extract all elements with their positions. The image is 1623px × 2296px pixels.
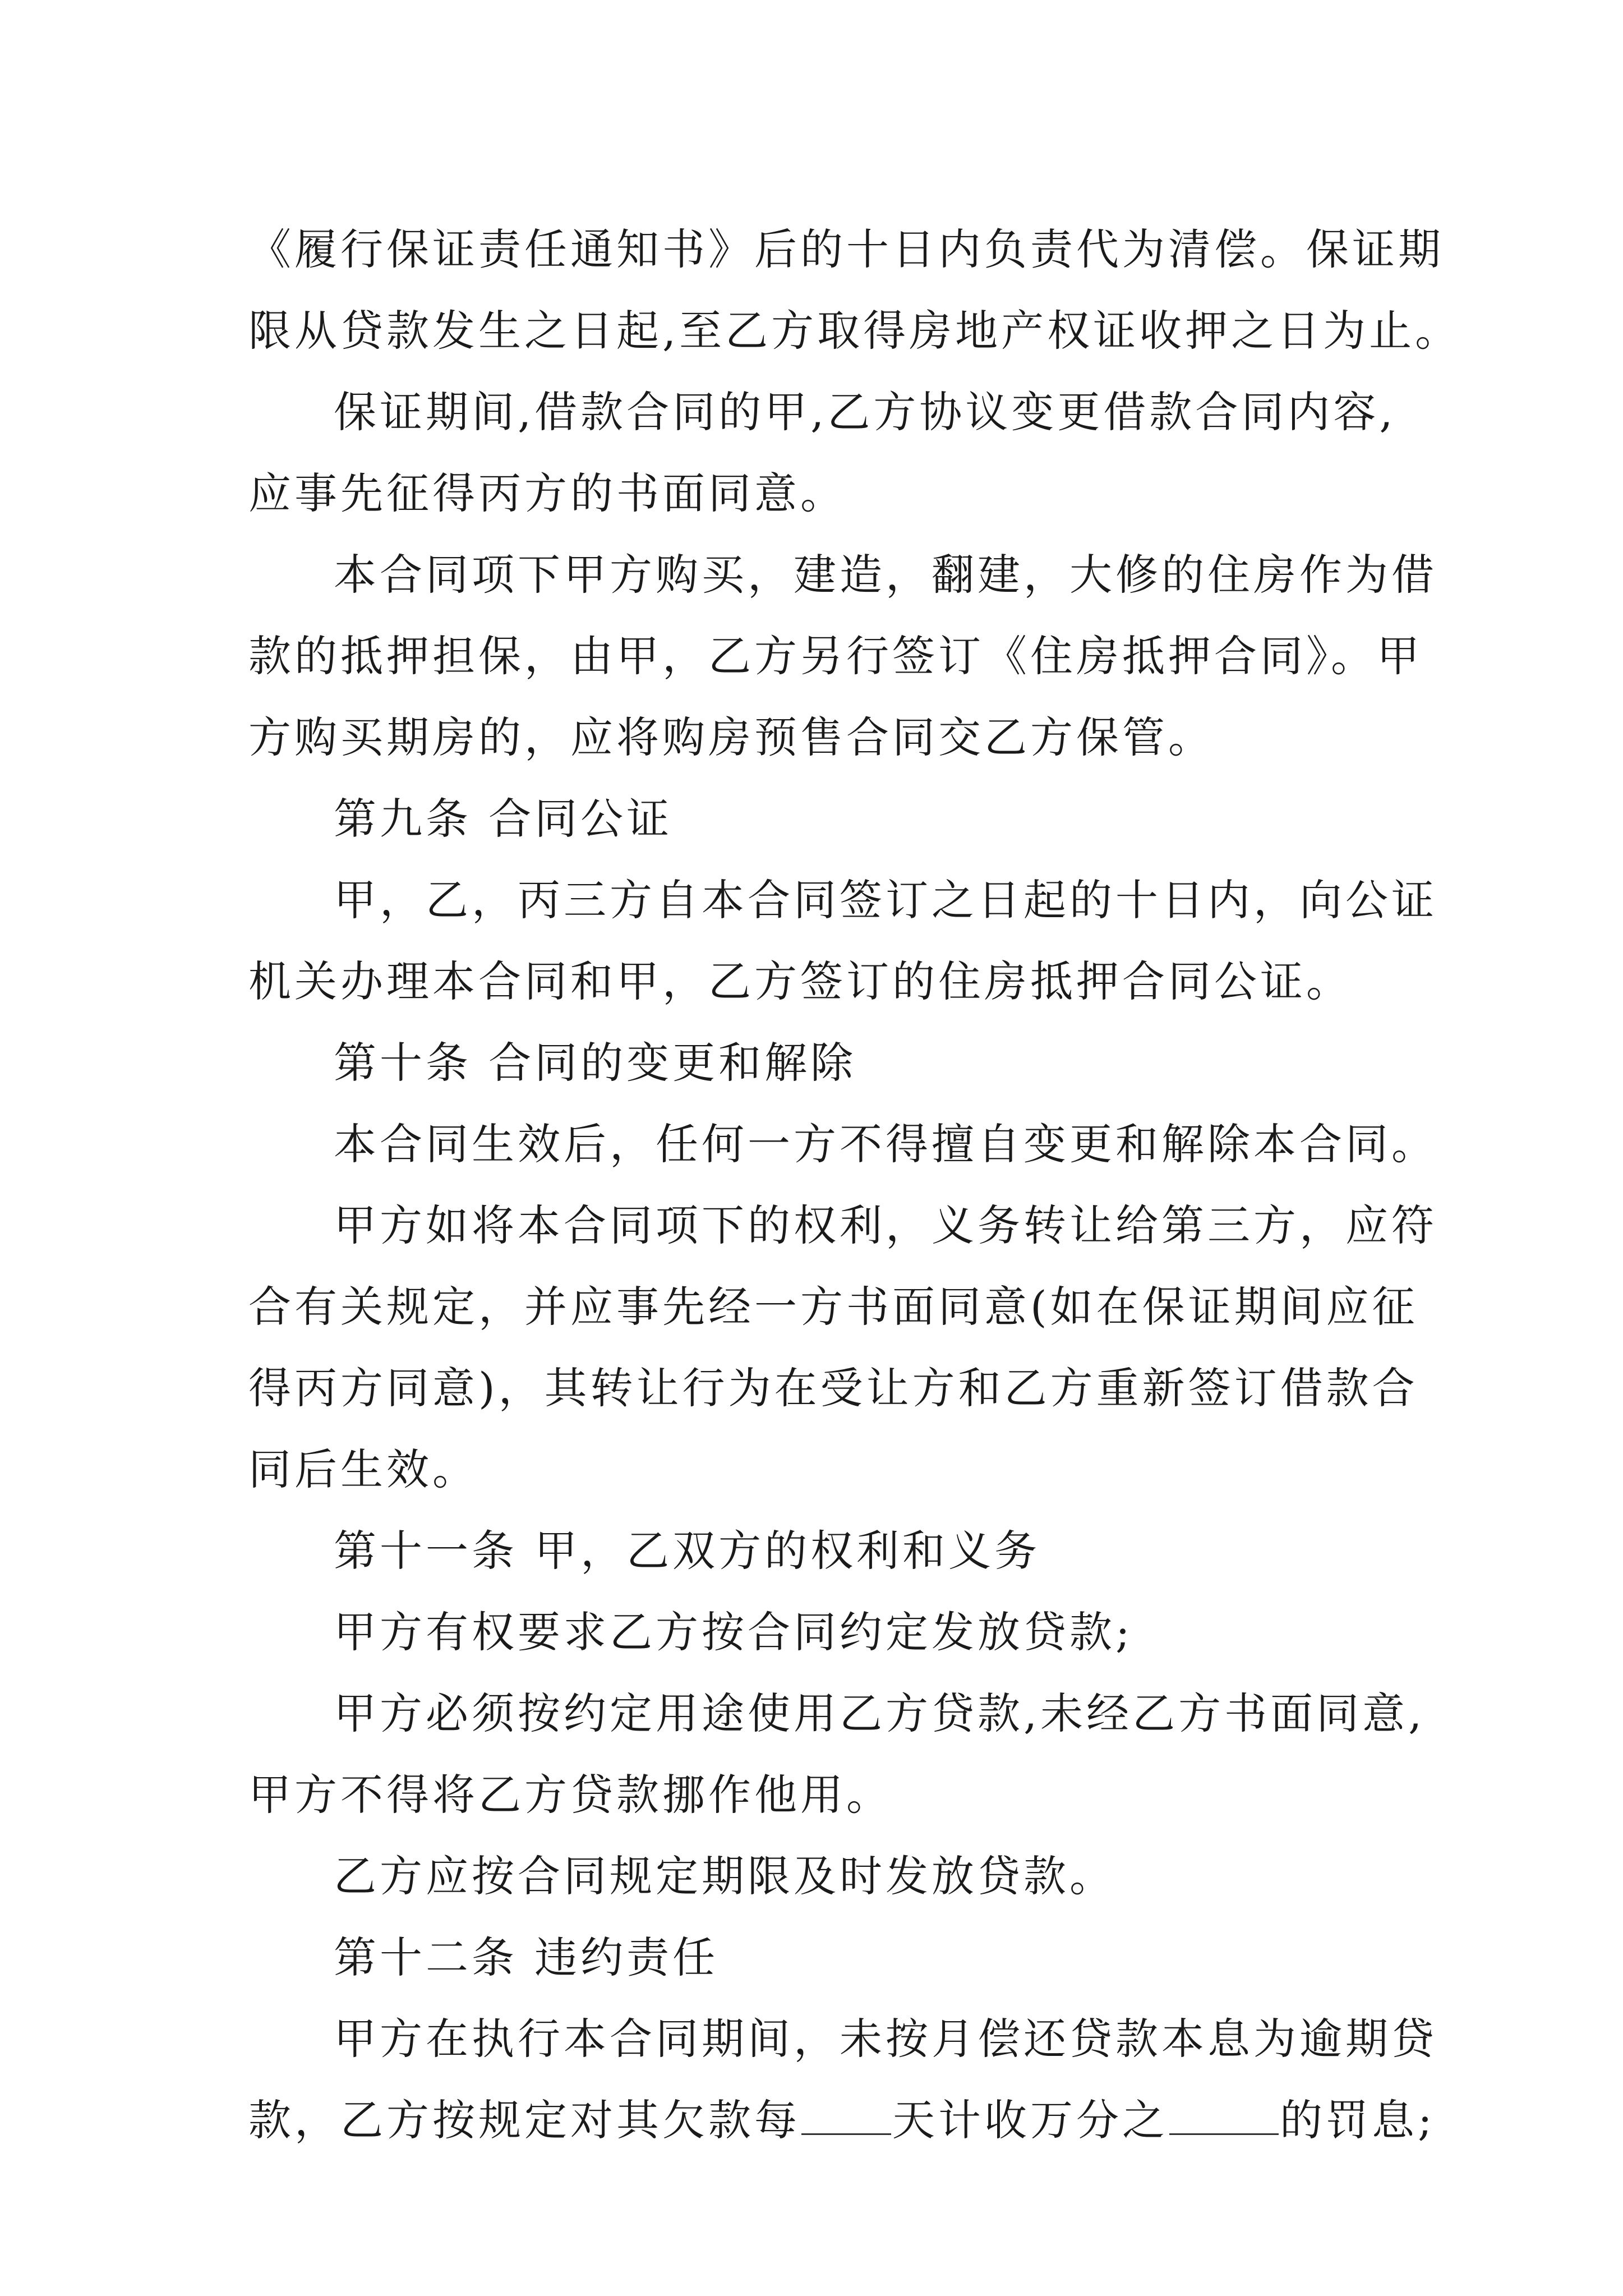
text-line: 本合同项下甲方购买，建造，翻建，大修的住房作为借	[334, 550, 1437, 600]
text-line: 合有关规定，并应事先经一方书面同意(如在保证期间应征	[248, 1282, 1418, 1332]
text-segment: 天计收万分之	[892, 2095, 1168, 2145]
text-line: 甲方有权要求乙方按合同约定发放贷款;	[334, 1607, 1133, 1657]
section-heading-11: 第十一条 甲，乙双方的权利和义务	[334, 1526, 1041, 1576]
text-line: 应事先征得丙方的书面同意。	[248, 468, 846, 518]
text-line: 限从贷款发生之日起,至乙方取得房地产权证收押之日为止。	[248, 306, 1461, 356]
text-line: 本合同生效后，任何一方不得擅自变更和解除本合同。	[334, 1119, 1437, 1169]
fill-in-blank-days[interactable]	[801, 2093, 891, 2135]
section-heading-10: 第十条 合同的变更和解除	[334, 1038, 857, 1088]
text-line: 甲，乙，丙三方自本合同签订之日起的十日内，向公证	[334, 875, 1437, 925]
text-line: 同后生效。	[248, 1444, 478, 1494]
text-line: 乙方应按合同规定期限及时发放贷款。	[334, 1851, 1115, 1901]
text-line: 款的抵押担保，由甲，乙方另行签订《住房抵押合同》。甲	[248, 631, 1423, 681]
text-line: 机关办理本合同和甲，乙方签订的住房抵押合同公证。	[248, 956, 1352, 1006]
text-segment: 款，乙方按规定对其欠款每	[248, 2095, 800, 2145]
text-line: 方购买期房的，应将购房预售合同交乙方保管。	[248, 712, 1214, 762]
text-line-with-blanks	[248, 2079, 1436, 2161]
text-line: 甲方如将本合同项下的权利，义务转让给第三方，应符	[334, 1200, 1437, 1250]
text-line: 保证期间,借款合同的甲,乙方协议变更借款合同内容,	[334, 387, 1396, 437]
text-segment: 的罚息;	[1280, 2095, 1436, 2145]
text-line: 甲方不得将乙方贷款挪作他用。	[248, 1770, 892, 1820]
section-heading-9: 第九条 合同公证	[334, 794, 673, 844]
text-line: 甲方必须按约定用途使用乙方贷款,未经乙方书面同意,	[334, 1688, 1426, 1738]
text-line: 《履行保证责任通知书》后的十日内负责代为清偿。保证期	[248, 224, 1444, 274]
text-line: 甲方在执行本合同期间，未按月偿还贷款本息为逾期贷	[334, 2014, 1437, 2064]
fill-in-blank-rate[interactable]	[1169, 2093, 1279, 2135]
section-heading-12: 第十二条 违约责任	[334, 1932, 719, 1982]
text-line: 得丙方同意)，其转让行为在受让方和乙方重新签订借款合	[248, 1363, 1418, 1413]
document-body	[248, 209, 1461, 2161]
